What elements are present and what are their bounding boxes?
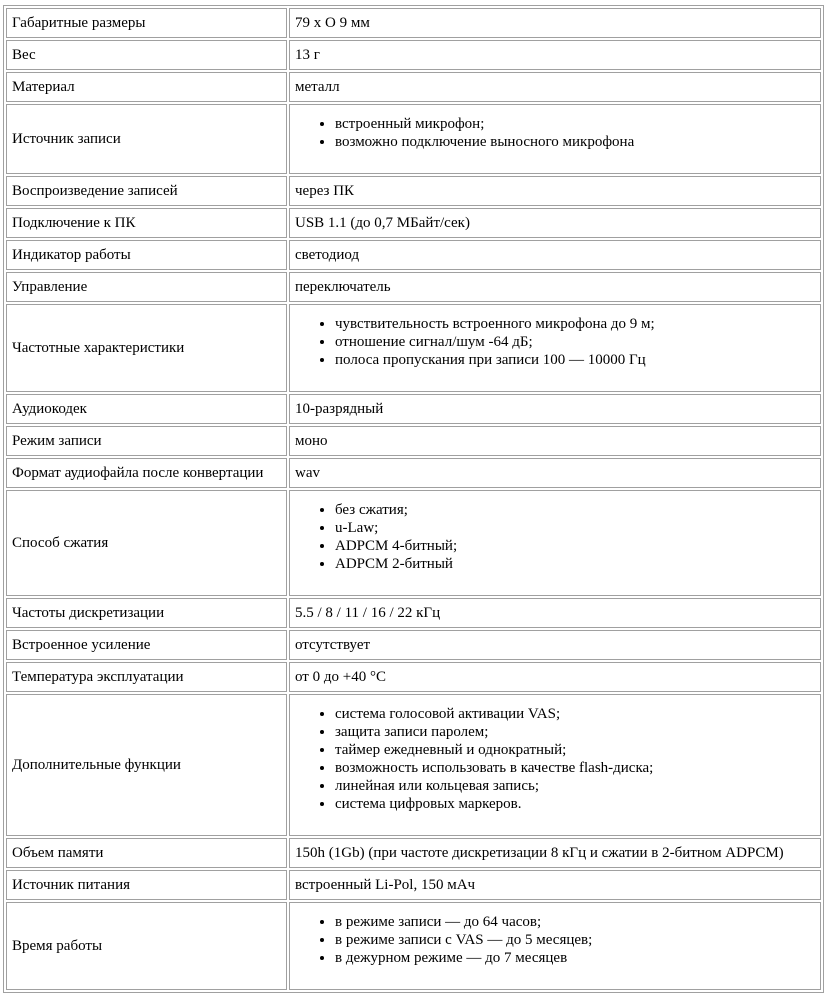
- table-row: [6, 694, 821, 836]
- spec-value: отсутствует: [289, 630, 821, 660]
- table-row: [6, 426, 821, 456]
- spec-value-list-cell: [289, 490, 821, 596]
- list-item: • в режиме записи с VAS — до 5 месяцев;: [335, 931, 815, 949]
- spec-value: USB 1.1 (до 0,7 МБайт/сек): [289, 208, 821, 238]
- list-item: • отношение сигнал/шум -64 дБ;: [335, 333, 815, 351]
- table-row: [6, 394, 821, 424]
- list-item: • чувствительность встроенного микрофона до 9 м;: [335, 315, 815, 333]
- spec-value: встроенный Li-Pol, 150 мАч: [289, 870, 821, 900]
- spec-label: Индикатор работы: [6, 240, 287, 270]
- table-row: [6, 72, 821, 102]
- spec-label: Воспроизведение записей: [6, 176, 287, 206]
- list-item: • встроенный микрофон;: [335, 115, 815, 133]
- spec-label: Частоты дискретизации: [6, 598, 287, 628]
- spec-value: металл: [289, 72, 821, 102]
- list-item: • система цифровых маркеров.: [335, 795, 815, 813]
- spec-label: Габаритные размеры: [6, 8, 287, 38]
- spec-label: Подключение к ПК: [6, 208, 287, 238]
- spec-label: Материал: [6, 72, 287, 102]
- table-row: [6, 8, 821, 38]
- list-item: • защита записи паролем;: [335, 723, 815, 741]
- spec-label: Частотные характеристики: [6, 304, 287, 392]
- spec-label: Время работы: [6, 902, 287, 990]
- spec-value-list-cell: [289, 902, 821, 990]
- table-row: [6, 176, 821, 206]
- spec-value-list-cell: [289, 304, 821, 392]
- spec-value: 13 г: [289, 40, 821, 70]
- table-row: [6, 598, 821, 628]
- spec-value: через ПК: [289, 176, 821, 206]
- list-item: • возможно подключение выносного микрофона: [335, 133, 815, 151]
- list-item: • линейная или кольцевая запись;: [335, 777, 815, 795]
- spec-value: переключатель: [289, 272, 821, 302]
- table-row: [6, 458, 821, 488]
- spec-label: Вес: [6, 40, 287, 70]
- spec-value: моно: [289, 426, 821, 456]
- table-row: [6, 40, 821, 70]
- list-item: • возможность использовать в качестве flash-диска;: [335, 759, 815, 777]
- table-row: [6, 902, 821, 990]
- table-row: [6, 838, 821, 868]
- list-item: • u-Law;: [335, 519, 815, 537]
- spec-label: Способ сжатия: [6, 490, 287, 596]
- spec-value: 10-разрядный: [289, 394, 821, 424]
- spec-label: Объем памяти: [6, 838, 287, 868]
- table-row: [6, 662, 821, 692]
- list-item: • полоса пропускания при записи 100 — 10000 Гц: [335, 351, 815, 369]
- spec-value-list-cell: [289, 104, 821, 174]
- spec-value-list: [295, 491, 815, 595]
- table-row: [6, 304, 821, 392]
- list-item: • в дежурном режиме — до 7 месяцев: [335, 949, 815, 967]
- list-item: • без сжатия;: [335, 501, 815, 519]
- list-item: • в режиме записи — до 64 часов;: [335, 913, 815, 931]
- spec-value: 150h (1Gb) (при частоте дискретизации 8 кГц и сжатии в 2-битном ADPCM): [289, 838, 821, 868]
- spec-label: Дополнительные функции: [6, 694, 287, 836]
- spec-value-list: [295, 695, 815, 835]
- table-row: [6, 208, 821, 238]
- list-item: • ADPCM 4-битный;: [335, 537, 815, 555]
- table-row: [6, 240, 821, 270]
- specifications-table-body: [6, 8, 821, 990]
- spec-value-list: [295, 903, 815, 989]
- table-row: [6, 630, 821, 660]
- spec-label: Режим записи: [6, 426, 287, 456]
- spec-value: 79 х О 9 мм: [289, 8, 821, 38]
- spec-label: Температура эксплуатации: [6, 662, 287, 692]
- spec-label: Источник питания: [6, 870, 287, 900]
- spec-label: Аудиокодек: [6, 394, 287, 424]
- spec-label: Встроенное усиление: [6, 630, 287, 660]
- spec-label: Источник записи: [6, 104, 287, 174]
- specifications-table: [3, 5, 824, 993]
- spec-value: wav: [289, 458, 821, 488]
- list-item: • таймер ежедневный и однократный;: [335, 741, 815, 759]
- spec-label: Формат аудиофайла после конвертации: [6, 458, 287, 488]
- list-item: • ADPCM 2-битный: [335, 555, 815, 573]
- spec-value: 5.5 / 8 / 11 / 16 / 22 кГц: [289, 598, 821, 628]
- table-row: [6, 272, 821, 302]
- table-row: [6, 490, 821, 596]
- spec-value: светодиод: [289, 240, 821, 270]
- spec-label: Управление: [6, 272, 287, 302]
- table-row: [6, 870, 821, 900]
- spec-value-list: [295, 105, 815, 173]
- table-row: [6, 104, 821, 174]
- spec-value-list-cell: [289, 694, 821, 836]
- spec-value: от 0 до +40 °С: [289, 662, 821, 692]
- spec-value-list: [295, 305, 815, 391]
- list-item: • система голосовой активации VAS;: [335, 705, 815, 723]
